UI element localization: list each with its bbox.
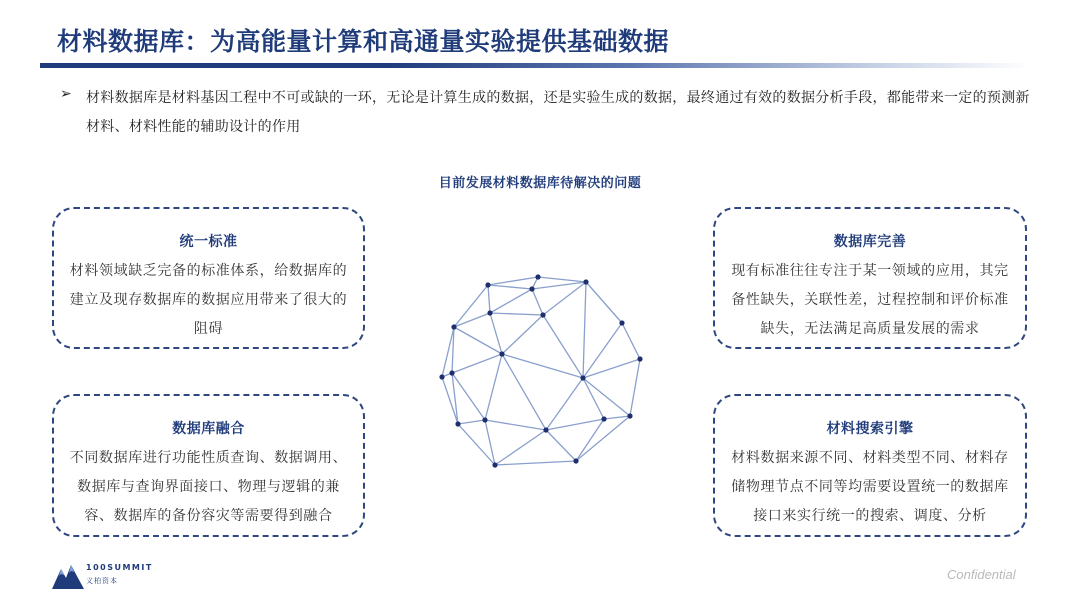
card-unified-standard <box>52 207 365 349</box>
confidential-label: Confidential <box>947 567 1016 582</box>
card-database-improvement <box>713 207 1027 349</box>
card-title: 数据库融合 <box>172 421 245 437</box>
polyhedron-mesh-icon <box>430 265 650 475</box>
card-title: 材料搜索引擎 <box>826 421 914 437</box>
arrow-bullet-icon: ➢ <box>60 86 72 102</box>
card-database-fusion <box>52 394 365 537</box>
card-body: 不同数据库进行功能性质查询、数据调用、数据库与查询界面接口、物理与逻辑的兼容、数据库的备份容灾等需要得到融合 <box>69 450 348 524</box>
mountain-logo-icon <box>52 561 84 589</box>
logo-subtitle: 义柏资本 <box>86 577 118 585</box>
card-title: 统一标准 <box>179 234 238 250</box>
company-logo <box>52 561 162 591</box>
card-body: 现有标准往往专注于某一领域的应用，其完备性缺失，关联性差，过程控制和评价标准缺失，无法满足高质量发展的需求 <box>731 263 1009 337</box>
intro-text: 材料数据库是材料基因工程中不可或缺的一环，无论是计算生成的数据，还是实验生成的数据，最终通过有效的数据分析手段，都能带来一定的预测新材料、材料性能的辅助设计的作用 <box>86 90 1030 135</box>
card-body: 材料领域缺乏完备的标准体系，给数据库的建立及现存数据库的数据应用带来了很大的阻碍 <box>69 263 348 337</box>
card-title: 数据库完善 <box>833 234 907 250</box>
intro-bullet <box>60 84 1030 142</box>
logo-wordmark: 100SUMMIT <box>86 563 153 572</box>
slide-title: 材料数据库：为高能量计算和高通量实验提供基础数据 <box>57 27 670 56</box>
card-materials-search-engine <box>713 394 1027 537</box>
card-body: 材料数据来源不同、材料类型不同、材料存储物理节点不同等均需要设置统一的数据库接口来实行统一的搜索、调度、分析 <box>731 450 1009 524</box>
section-heading: 目前发展材料数据库待解决的问题 <box>438 176 642 191</box>
title-underline <box>40 63 1030 68</box>
